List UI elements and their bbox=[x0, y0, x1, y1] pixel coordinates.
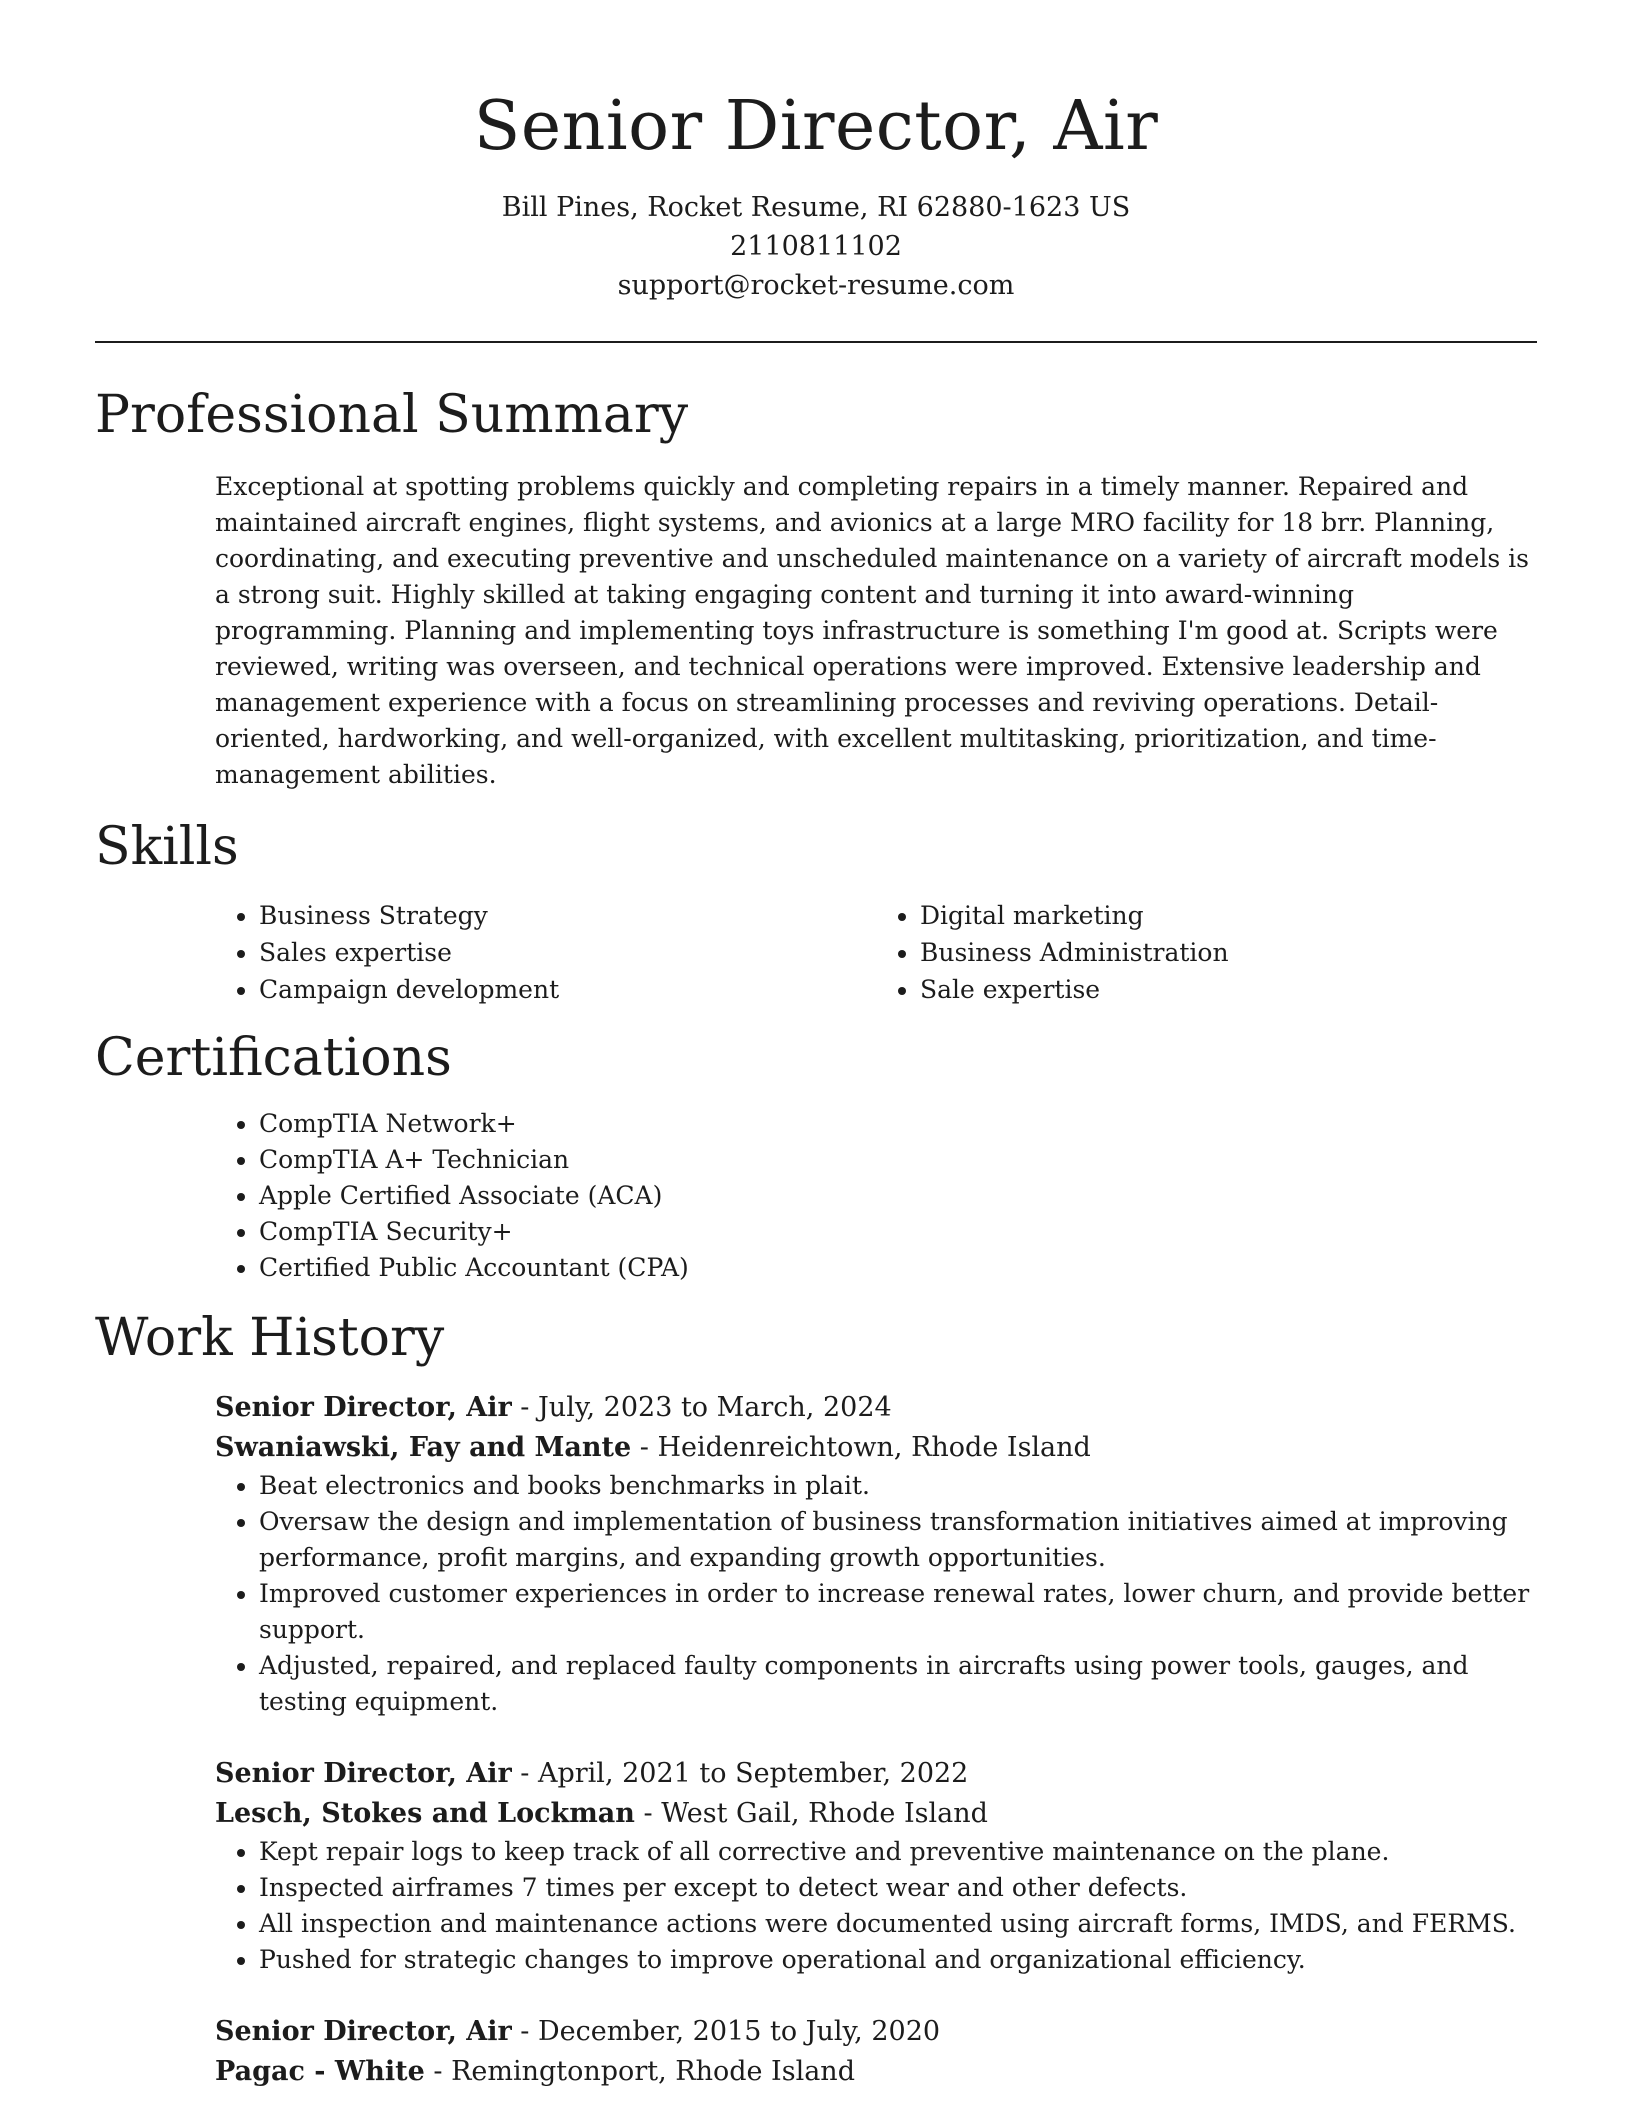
job-role: Senior Director, Air bbox=[215, 1758, 512, 1789]
job-company-line bbox=[215, 1428, 1537, 1468]
resume-page bbox=[95, 0, 1537, 2112]
contact-phone: 2110811102 bbox=[730, 231, 902, 262]
job-bullets bbox=[215, 1834, 1537, 1978]
skill-item: • Sales expertise bbox=[259, 934, 876, 971]
job-bullet: • Oversaw the design and implementation of business transformation initiatives aimed at improving performance, profit margins, and expanding growth opportunities. bbox=[259, 1504, 1537, 1576]
job-entry bbox=[215, 1388, 1537, 1720]
job-company: Pagac - White bbox=[215, 2056, 425, 2087]
certifications-heading: Certifications bbox=[95, 1028, 452, 1088]
skill-item: • Business Strategy bbox=[259, 897, 876, 934]
skills-column-left bbox=[215, 897, 876, 1008]
separator: - bbox=[631, 1432, 658, 1463]
job-company-line bbox=[215, 2052, 1537, 2092]
skill-item: • Sale expertise bbox=[920, 971, 1537, 1008]
separator: - bbox=[511, 1392, 538, 1423]
skill-item: • Campaign development bbox=[259, 971, 876, 1008]
certification-item: • CompTIA Network+ bbox=[259, 1106, 1537, 1142]
job-role: Senior Director, Air bbox=[215, 1392, 512, 1423]
job-dates: July, 2023 to March, 2024 bbox=[537, 1392, 892, 1423]
certification-item: • Certified Public Accountant (CPA) bbox=[259, 1250, 1537, 1286]
separator: - bbox=[634, 1798, 662, 1829]
certification-item: • Apple Certified Associate (ACA) bbox=[259, 1178, 1537, 1214]
resume-title: Senior Director, Air bbox=[473, 87, 1159, 166]
job-title-line bbox=[215, 1754, 1537, 1794]
work-history-heading: Work History bbox=[95, 1308, 445, 1368]
contact-email: support@rocket-resume.com bbox=[617, 270, 1015, 301]
separator: - bbox=[511, 1758, 538, 1789]
resume-header bbox=[95, 0, 1537, 305]
job-title-line bbox=[215, 2012, 1537, 2052]
job-title-line bbox=[215, 1388, 1537, 1428]
skills-list bbox=[215, 897, 1537, 1008]
job-bullet: • Kept repair logs to keep track of all corrective and preventive maintenance on the plane. bbox=[259, 1834, 1537, 1870]
contact-address: Bill Pines, Rocket Resume, RI 62880-1623 US bbox=[501, 192, 1131, 223]
job-dates: April, 2021 to September, 2022 bbox=[537, 1758, 969, 1789]
job-entry bbox=[215, 1754, 1537, 1978]
skills-heading: Skills bbox=[95, 817, 239, 877]
summary-heading: Professional Summary bbox=[95, 385, 689, 445]
certifications-bullets bbox=[215, 1106, 1537, 1286]
certifications-list bbox=[215, 1106, 1537, 1286]
skill-item: • Business Administration bbox=[920, 934, 1537, 971]
header-divider bbox=[95, 341, 1537, 343]
job-role: Senior Director, Air bbox=[215, 2016, 512, 2047]
job-bullets bbox=[215, 1468, 1537, 1720]
certification-item: • CompTIA Security+ bbox=[259, 1214, 1537, 1250]
job-company: Lesch, Stokes and Lockman bbox=[215, 1798, 635, 1829]
job-bullet: • All inspection and maintenance actions were documented using aircraft forms, IMDS, and FERMS. bbox=[259, 1906, 1537, 1942]
job-bullet: • Improved customer experiences in order to increase renewal rates, lower churn, and provide better support. bbox=[259, 1576, 1537, 1648]
contact-block bbox=[95, 188, 1537, 305]
job-company-line bbox=[215, 1794, 1537, 1834]
separator: - bbox=[511, 2016, 538, 2047]
job-location: West Gail, Rhode Island bbox=[661, 1798, 988, 1829]
skills-column-right bbox=[876, 897, 1537, 1008]
skill-item: • Digital marketing bbox=[920, 897, 1537, 934]
job-bullet: • Pushed for strategic changes to improve operational and organizational efficiency. bbox=[259, 1942, 1537, 1978]
job-location: Heidenreichtown, Rhode Island bbox=[657, 1432, 1091, 1463]
certification-item: • CompTIA A+ Technician bbox=[259, 1142, 1537, 1178]
job-dates: December, 2015 to July, 2020 bbox=[537, 2016, 941, 2047]
job-bullet: • Inspected airframes 7 times per except to detect wear and other defects. bbox=[259, 1870, 1537, 1906]
job-entry bbox=[215, 2012, 1537, 2092]
summary-text: Exceptional at spotting problems quickly and completing repairs in a timely manner. Repaired and maintained aircraft engines, flight systems, and avionics at a large MRO facility for 18 brr. Planning, coordinating, and executing preventive and unscheduled maintenance on a variety of aircraft models is a strong suit. Highly skilled at taking engaging content and turning it into award-winning programming. Planning and implementing toys infrastructure is something I'm good at. Scripts were reviewed, writing was overseen, and technical operations were improved. Extensive leadership and management experience with a focus on streamlining processes and reviving operations. Detail-oriented, hardworking, and well-organized, with excellent multitasking, prioritization, and time-management abilities. bbox=[215, 472, 1529, 789]
job-bullet: • Beat electronics and books benchmarks in plait. bbox=[259, 1468, 1537, 1504]
separator: - bbox=[424, 2056, 452, 2087]
job-location: Remingtonport, Rhode Island bbox=[451, 2056, 855, 2087]
job-company: Swaniawski, Fay and Mante bbox=[215, 1432, 632, 1463]
job-bullet: • Adjusted, repaired, and replaced faulty components in aircrafts using power tools, gauges, and testing equipment. bbox=[259, 1648, 1537, 1720]
